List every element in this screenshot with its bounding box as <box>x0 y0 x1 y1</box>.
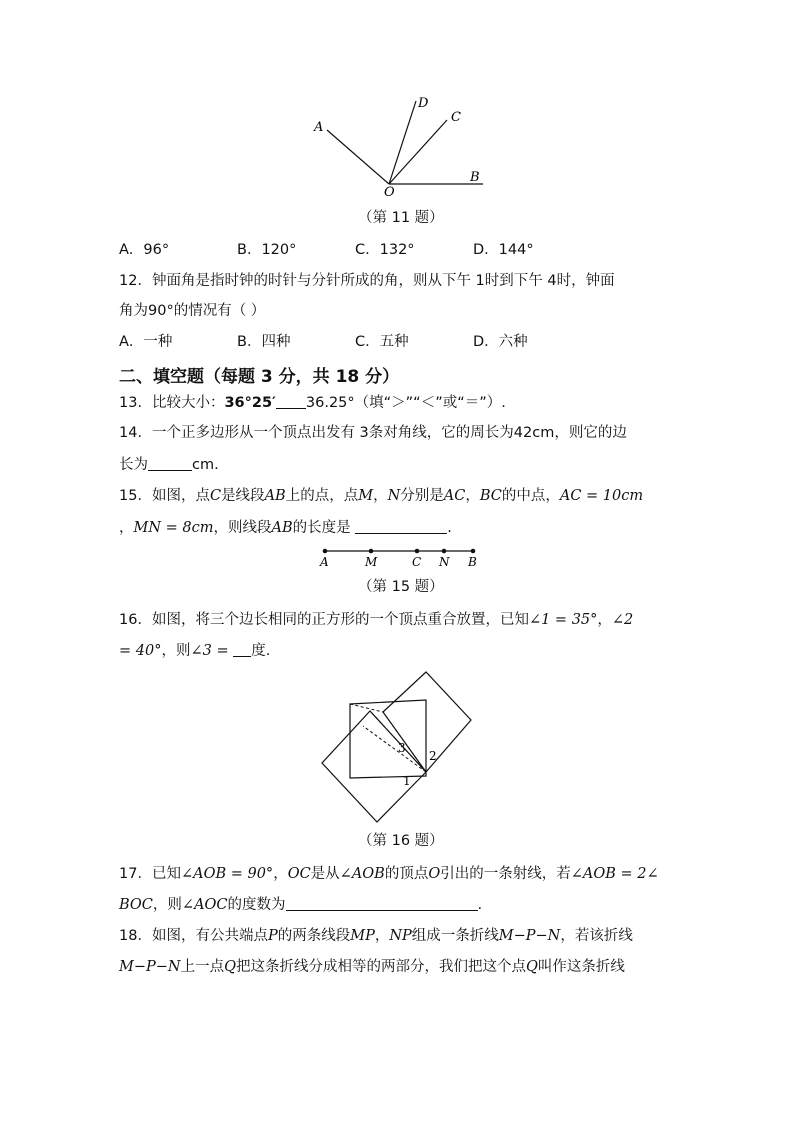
q12-option-b: B．四种 <box>237 334 291 350</box>
q18-line1 <box>119 926 633 946</box>
label-o: O <box>384 185 395 200</box>
q15-var-n: N <box>387 488 401 504</box>
q18-var-p: P <box>267 928 278 944</box>
q18-var-mpn: M−P−N <box>498 928 561 944</box>
q16-eq-angle1: ∠1 = 35° <box>528 612 598 628</box>
q15-text: 分别是 <box>400 488 444 504</box>
label-a: A <box>320 555 329 569</box>
q17-eq-relation: ∠AOB = 2∠ <box>570 866 659 882</box>
q15-var-m: M <box>358 488 374 504</box>
dashed-line-2 <box>363 726 426 772</box>
q15-var-ac: AC <box>443 488 466 504</box>
q16-text: 度. <box>251 643 271 659</box>
q12-line1: 12．钟面角是指时钟的时针与分针所成的角，则从下午 1时到下午 4时，钟面 <box>119 273 615 289</box>
q17-var-aob: ∠AOB <box>339 866 385 882</box>
q15-text: ， <box>373 488 388 504</box>
q15-text: ， <box>465 488 480 504</box>
q18-var-np: NP <box>389 928 412 944</box>
q17-var-boc: BOC <box>119 897 153 913</box>
q17-text: 的顶点 <box>384 866 429 882</box>
q16-eq-angle3: ∠3 = <box>190 643 229 659</box>
q11-option-d: D．144° <box>473 242 534 258</box>
label-b: B <box>470 170 480 185</box>
fig15-caption: （第 15 题） <box>358 579 444 595</box>
q15-var-ab: AB <box>264 488 286 504</box>
q15-eq-ac: AC = 10cm <box>559 488 644 504</box>
q15-var-bc: BC <box>479 488 502 504</box>
q16-text: ， <box>597 612 612 628</box>
q17-eq-aob: ∠AOB = 90° <box>180 866 274 882</box>
dashed-line-4 <box>350 704 383 712</box>
q17-text: 17．已知 <box>119 866 181 882</box>
label-n: N <box>439 555 450 569</box>
q15-text: 的长度是 <box>292 520 351 536</box>
q15-var-c: C <box>209 488 222 504</box>
label-a: A <box>314 120 324 135</box>
section-2-title: 二、填空题（每题 3 分，共 18 分） <box>119 367 400 387</box>
q12-option-d: D．六种 <box>473 334 528 350</box>
q17-text: 引出的一条射线，若 <box>440 866 571 882</box>
q18-text: 的两条线段 <box>277 928 351 944</box>
angle-label-3: 3 <box>398 741 406 755</box>
angle-label-2: 2 <box>429 749 437 763</box>
q13-left-value: 36°25′ <box>224 395 276 411</box>
q17-answer-blank[interactable] <box>286 896 478 911</box>
q17-text: 是从 <box>310 866 340 882</box>
q18-text: 把这条折线分成相等的两部分，我们把这个点 <box>235 959 526 975</box>
q18-var-mp: MP <box>350 928 375 944</box>
q17-text: ，则 <box>152 897 182 913</box>
q15-text: ，则线段 <box>213 520 272 536</box>
q12-line2: 角为90°的情况有（ ） <box>119 303 266 319</box>
q18-var-q: Q <box>525 959 538 975</box>
label-c: C <box>451 110 461 125</box>
q16-text: ，则 <box>161 643 191 659</box>
q17-line2 <box>119 895 482 915</box>
label-c: C <box>412 555 422 569</box>
q18-var-q: Q <box>224 959 236 975</box>
q17-line1 <box>119 864 659 884</box>
q16-text: 16．如图，将三个边长相同的正方形的一个顶点重合放置，已知 <box>119 612 529 628</box>
angle-label-1: 1 <box>403 774 411 788</box>
q17-var-o: O <box>428 866 441 882</box>
square-upright <box>350 700 426 778</box>
q18-var-mpn: M−P−N <box>119 959 181 975</box>
q15-text: . <box>447 520 452 536</box>
q11-option-b: B．120° <box>237 242 297 258</box>
q17-text: ， <box>273 866 288 882</box>
q18-text: 上一点 <box>180 959 225 975</box>
q18-text: 18．如图，有公共端点 <box>119 928 268 944</box>
square-right-rotated <box>383 672 471 772</box>
fig11-caption: （第 11 题） <box>358 210 444 226</box>
q13-suffix: （填“＞”“＜”或“＝”）. <box>354 395 506 411</box>
q15-text: 上的点，点 <box>285 488 359 504</box>
q18-line2 <box>119 957 625 977</box>
q15-eq-mn: MN = 8cm <box>133 520 214 536</box>
q11-option-c: C．132° <box>355 242 415 258</box>
q17-text: 的度数为 <box>227 897 286 913</box>
q17-text: . <box>477 897 483 913</box>
square-left-rotated <box>322 711 426 822</box>
q15-text: 的中点， <box>501 488 560 504</box>
label-d: D <box>418 96 429 111</box>
label-b: B <box>468 555 477 569</box>
q17-var-aoc: ∠AOC <box>181 897 228 913</box>
q12-option-a: A．一种 <box>119 334 173 350</box>
fig16-caption: （第 16 题） <box>358 833 444 849</box>
q16-eq-angle2: ∠2 <box>611 612 634 628</box>
q15-text: 15．如图，点 <box>119 488 210 504</box>
q15-var-ab: AB <box>271 520 293 536</box>
q18-text: 叫作这条折线 <box>537 959 625 975</box>
q12-option-c: C．五种 <box>355 334 409 350</box>
q15-text: 是线段 <box>221 488 265 504</box>
q14-line2-suffix: cm. <box>192 457 219 473</box>
q11-option-a: A．96° <box>119 242 170 258</box>
label-m: M <box>365 555 378 569</box>
q13-prefix: 13．比较大小： <box>119 395 225 411</box>
q17-var-oc: OC <box>287 866 311 882</box>
q18-text: ，若该折线 <box>560 928 633 944</box>
q16-eq-angle2-value: = 40° <box>119 643 162 659</box>
q18-text: 组成一条折线 <box>411 928 499 944</box>
q15-text: ， <box>119 520 134 536</box>
q14-line1: 14．一个正多边形从一个顶点出发有 3条对角线，它的周长为42cm，则它的边 <box>119 425 627 441</box>
q18-text: ， <box>374 928 390 944</box>
q13-right-value: 36.25° <box>305 395 355 411</box>
q14-line2-prefix: 长为 <box>119 457 148 473</box>
